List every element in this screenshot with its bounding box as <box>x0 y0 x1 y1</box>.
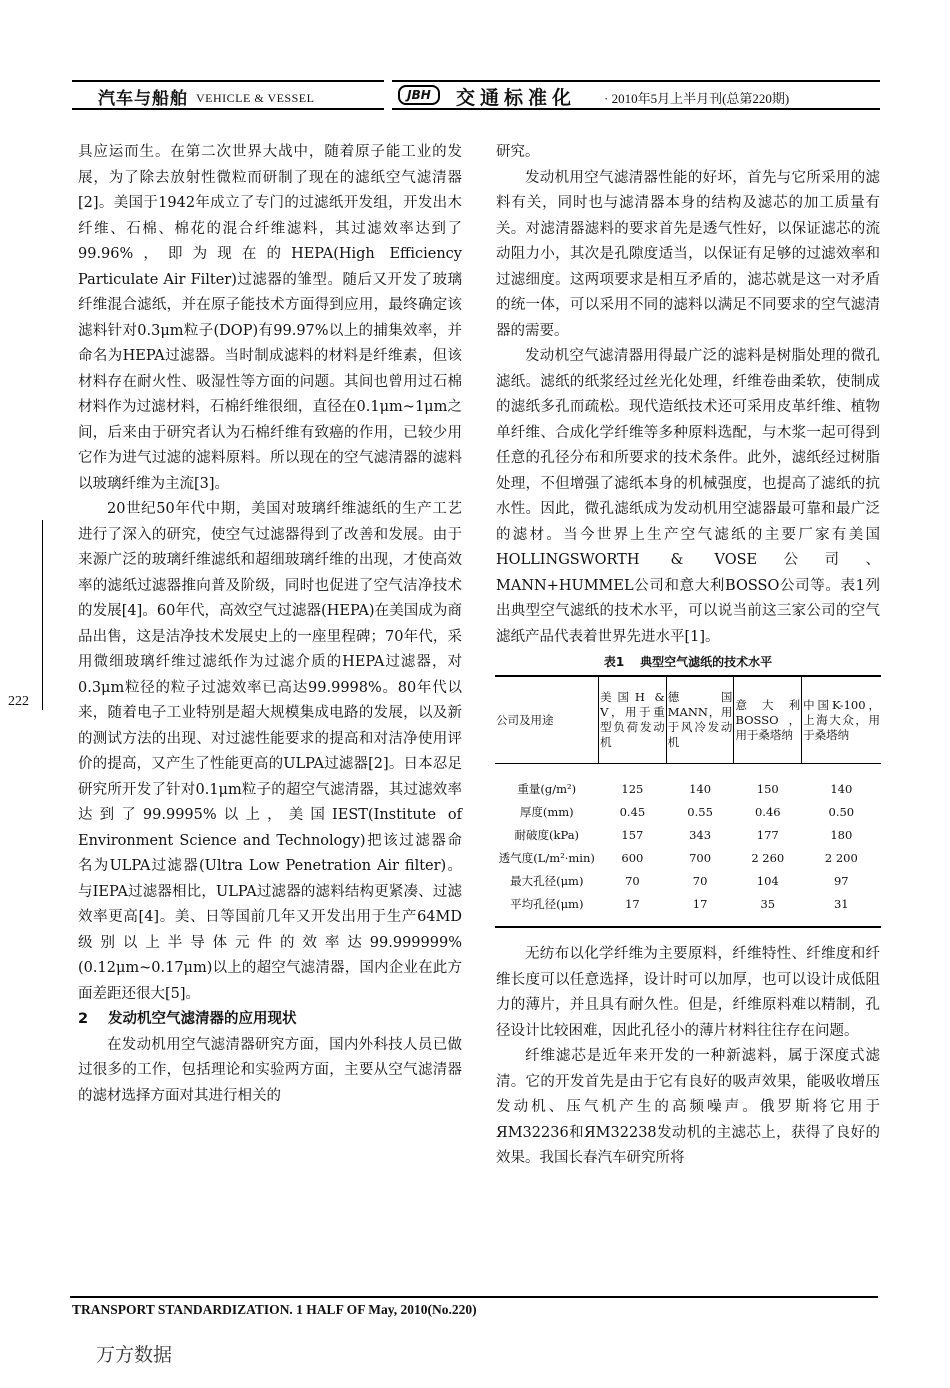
paragraph: 纤维滤芯是近年来开发的一种新滤料，属于深度式滤清。它的开发首先是由于它有良好的吸声效果，能吸收增压发动机、压气机产生的高频噪声。俄罗斯将它用于ЯМ32236和ЯМ32238发动机的主滤芯上，获得了良好的效果。我国长春汽车研究所将 <box>496 1048 880 1166</box>
table-cell: 125 <box>621 782 644 796</box>
section-name-cn: 汽车与船舶 <box>98 89 188 109</box>
filter-paper-spec-table <box>495 675 881 928</box>
table-number: 表1 <box>603 655 625 669</box>
row-label: 透气度(L/m²·min) <box>498 851 595 865</box>
table-cell: 17 <box>666 893 734 927</box>
column-header: 德国MANN，用于风冷发动机 <box>666 676 734 764</box>
section-name-en: VEHICLE & VESSEL <box>196 91 315 105</box>
table-cell: 140 <box>689 782 712 796</box>
table-cell: 0.50 <box>828 805 855 819</box>
running-header-left <box>72 80 384 110</box>
table-caption <box>496 653 880 671</box>
table-cell: 70 <box>625 874 640 888</box>
left-column <box>78 140 462 1109</box>
table-cell: 157 <box>621 828 644 842</box>
running-footer: TRANSPORT STANDARDIZATION. 1 HALF OF May, 2010(No.220) <box>72 1302 477 1317</box>
table-cell: 97 <box>833 874 849 888</box>
table-cell: 150 <box>756 782 779 796</box>
table-cell: 2 260 <box>751 851 785 865</box>
table-cell: 180 <box>830 828 853 842</box>
table-cell: 0.46 <box>754 805 781 819</box>
table-cell: 177 <box>756 828 779 842</box>
section-title: 发动机空气滤清器的应用现状 <box>108 1011 297 1027</box>
table-cell: 343 <box>689 828 712 842</box>
paragraph: 发动机用空气滤清器性能的好坏，首先与它所采用的滤料有关，同时也与滤清器本身的结构及滤芯的加工质量有关。对滤清器滤料的要求首先是透气性好，以保证滤芯的流动阻力小，其次是孔隙度适当，以保证有足够的过滤效率和过滤细度。这两项要求是相互矛盾的，滤芯就是这一对矛盾的统一体，可以采用不同的滤料以满足不同要求的空气滤清器的需要。 <box>496 169 880 339</box>
column-header: 公司及用途 <box>495 676 599 764</box>
row-label: 厚度(mm) <box>519 805 574 819</box>
table-cell: 2 200 <box>824 851 858 865</box>
journal-logo: JBH <box>398 85 440 105</box>
journal-title: 交通标准化 <box>456 87 577 109</box>
table-row <box>495 870 881 893</box>
row-label: 重量(g/m²) <box>517 782 577 796</box>
table-cell: 0.55 <box>687 805 713 819</box>
table-cell: 700 <box>689 851 712 865</box>
right-column <box>496 140 880 1172</box>
column-header: 中国K-100，上海大众，用于桑塔纳 <box>802 676 881 764</box>
table-cell: 140 <box>830 782 853 796</box>
paragraph: 无纺布以化学纤维为主要原料，纤维特性、纤维度和纤维长度可以任意选择，设计时可以加厚，也可以设计成低阻力的薄片，并且具有耐久性。但是，纤维原料难以精制，孔径设计比较困难，因此孔径小的薄片材料往往存在问题。 <box>496 946 880 1039</box>
table-cell: 104 <box>756 874 779 888</box>
section-heading <box>78 1007 462 1033</box>
table-cell: 70 <box>692 874 708 888</box>
paragraph: 在发动机用空气滤清器研究方面，国内外科技人员已做过很多的工作，包括理论和实验两方面，主要从空气滤清器的滤材选择方面对其进行相关的 <box>78 1036 462 1104</box>
table-row <box>495 801 881 824</box>
page-number-rule <box>42 520 43 710</box>
paragraph: 具应运而生。在第二次世界大战中，随着原子能工业的发展，为了除去放射性微粒而研制了现在的滤纸空气滤清器[2]。美国于1942年成立了专门的过滤纸开发组，开发出木纤维、石棉、棉花的混合纤维滤料，其过滤效率达到了99.96%，即为现在的HEPA(High Efficiency Particulate Air Filter)过滤器的雏型。随后又开发了玻璃纤维混合滤纸，并在原子能技术方面得到应用，最终确定该滤料针对0.3μm粒子(DOP)有99.97%以上的捕集效率，并命名为HEPA过滤器。当时制成滤料的材料是纤维素，但该材料存在耐火性、吸湿性等方面的问题。其间也曾用过石棉材料作为过滤材料，石棉纤维很细，直径在0.1μm~1μm之间，后来由于研究者认为石棉纤维有致癌的作用，已较少用它作为进气过滤的滤料原料。所以现在的空气滤清器的滤料以玻璃纤维为主流[3]。 <box>78 144 462 492</box>
watermark: 万方数据 <box>96 1344 173 1366</box>
table-row <box>495 893 881 927</box>
table-cell: 0.45 <box>619 805 646 819</box>
table-row <box>495 847 881 870</box>
column-header: 美国H & V，用于重型负荷发动机 <box>599 676 667 764</box>
issue-info: · 2010年5月上半月刊(总第220期) <box>604 91 790 106</box>
paragraph: 研究。 <box>496 144 540 160</box>
table-cell: 17 <box>599 893 667 927</box>
table-cell: 600 <box>621 851 644 865</box>
table-row <box>495 824 881 847</box>
row-label: 耐破度(kPa) <box>514 828 580 842</box>
table-title: 典型空气滤纸的技术水平 <box>640 655 773 669</box>
table-cell: 31 <box>802 893 881 927</box>
table-row <box>495 764 881 802</box>
footer-rule <box>70 1296 878 1298</box>
column-header: 意大利BOSSO，用于桑塔纳 <box>734 676 802 764</box>
running-header-right <box>392 80 880 110</box>
paragraph: 20世纪50年代中期，美国对玻璃纤维滤纸的生产工艺进行了深入的研究，使空气过滤器得到了改善和发展。由于来源广泛的玻璃纤维滤纸和超细玻璃纤维的出现，才使高效率的滤纸过滤器推向普及阶级，同时也促进了空气洁净技术的发展[4]。60年代，高效空气过滤器(HEPA)在美国成为商品出售，这是洁净技术发展史上的一座里程碑；70年代，采用微细玻璃纤维过滤纸作为过滤介质的HEPA过滤器，对0.3μm粒径的粒子过滤效率已高达99.9998%。80年代以来，随着电子工业特别是超大规模集成电路的发展，以及新的测试方法的出现、对过滤性能要求的提高和对洁净使用评价的提高，又产生了性能更高的ULPA过滤器[2]。日本忍足研究所开发了针对0.1μm粒子的超空气滤清器，其过滤效率达到了99.9995%以上，美国IEST(Institute of Environment Science and Technology)把该过滤器命名为ULPA过滤器(Ultra Low Penetration Air filter)。与IEPA过滤器相比，ULPA过滤器的滤料结构更紧凑、过滤效率更高[4]。美、日等国前几年又开发出用于生产64MD级别以上半导体元件的效率达99.999999%(0.12μm~0.17μm)以上的超空气滤清器，国内企业在此方面差距还很大[5]。 <box>78 501 462 1002</box>
table-cell: 35 <box>734 893 802 927</box>
row-label: 最大孔径(μm) <box>510 874 584 888</box>
table-header-row <box>495 676 881 764</box>
paragraph: 发动机空气滤清器用得最广泛的滤料是树脂处理的微孔滤纸。滤纸的纸浆经过丝光化处理，纤维卷曲柔软，使制成的滤纸多孔而疏松。现代造纸技术还可采用皮革纤维、植物单纤维、合成化学纤维等多种原料选配，与木浆一起可得到任意的孔径分布和所要求的技术条件。此外，滤纸经过树脂处理，不但增强了滤纸本身的机械强度，也提高了滤纸的抗水性。因此，微孔滤纸成为发动机用空滤器最可靠和最广泛的滤材。当今世界上生产空气滤纸的主要厂家有美国HOLLINGSWORTH & VOSE公司、MANN+HUMMEL公司和意大利BOSSO公司等。表1列出典型空气滤纸的技术水平，可以说当前这三家公司的空气滤纸产品代表着世界先进水平[1]。 <box>496 348 880 645</box>
page-number: 222 <box>8 694 29 709</box>
section-number: 2 <box>78 1011 89 1027</box>
row-label: 平均孔径(μm) <box>495 893 599 927</box>
